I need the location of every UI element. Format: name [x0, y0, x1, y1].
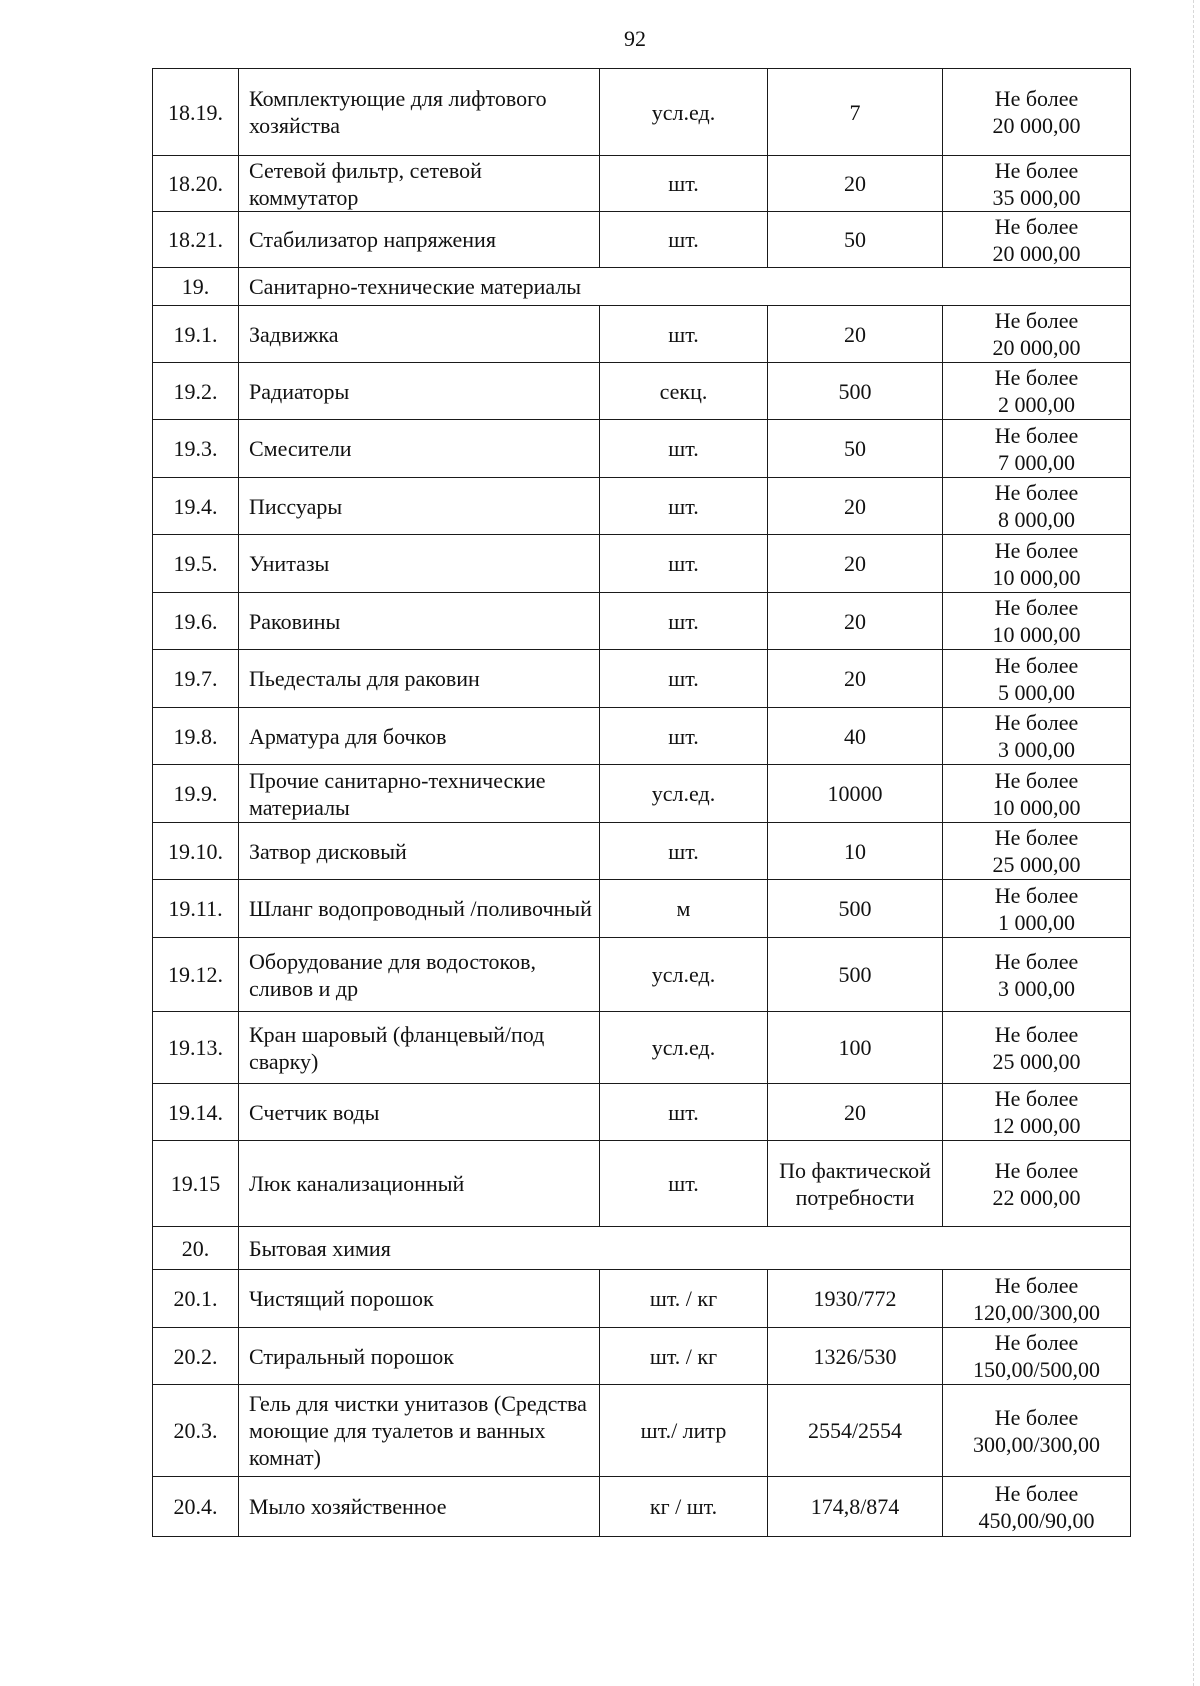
item-name: Стиральный порошок — [239, 1328, 600, 1385]
price-value: 150,00/500,00 — [972, 1357, 1101, 1382]
row-number: 20.4. — [153, 1477, 239, 1537]
price-value: 5 000,00 — [998, 679, 1075, 705]
item-price-limit — [943, 420, 1131, 478]
price-value: 25 000,00 — [992, 1048, 1081, 1074]
item-price-limit — [943, 1084, 1131, 1141]
price-prefix: Не более — [994, 308, 1079, 333]
table-row — [153, 535, 1131, 593]
item-name: Мыло хозяйственное — [239, 1477, 600, 1537]
section-row — [153, 1227, 1131, 1270]
price-value: 10 000,00 — [992, 622, 1081, 647]
table-row — [153, 765, 1131, 823]
item-name: Писсуары — [239, 478, 600, 535]
price-value: 20 000,00 — [992, 240, 1081, 266]
item-name: Люк канализационный — [239, 1141, 600, 1227]
row-number: 19.1. — [153, 306, 239, 363]
row-number: 20.3. — [153, 1385, 239, 1477]
row-number: 19.11. — [153, 880, 239, 938]
price-value: 12 000,00 — [992, 1113, 1081, 1138]
items-table-body — [153, 69, 1131, 1537]
table-row — [153, 156, 1131, 212]
price-prefix: Не более — [994, 1404, 1079, 1430]
row-number: 19.10. — [153, 823, 239, 880]
item-name: Радиаторы — [239, 363, 600, 420]
item-price-limit — [943, 363, 1131, 420]
item-unit: шт. — [600, 420, 768, 478]
row-number: 19.6. — [153, 593, 239, 650]
row-number: 19.3. — [153, 420, 239, 478]
row-number: 19.15 — [153, 1141, 239, 1227]
item-price-limit — [943, 212, 1131, 268]
item-quantity: 500 — [768, 938, 943, 1012]
row-number: 19.5. — [153, 535, 239, 593]
table-row — [153, 1084, 1131, 1141]
item-quantity: 20 — [768, 306, 943, 363]
price-prefix: Не более — [994, 537, 1079, 563]
item-name: Сетевой фильтр, сетевой коммутатор — [239, 156, 600, 212]
price-prefix: Не более — [994, 1086, 1079, 1111]
item-quantity: 100 — [768, 1012, 943, 1084]
item-name: Кран шаровый (фланцевый/под сварку) — [239, 1012, 600, 1084]
item-unit: шт. — [600, 1141, 768, 1227]
item-unit: усл.ед. — [600, 938, 768, 1012]
item-unit: шт. — [600, 593, 768, 650]
row-number: 19.2. — [153, 363, 239, 420]
price-prefix: Не более — [994, 595, 1079, 620]
row-number: 20. — [153, 1227, 239, 1270]
table-row — [153, 306, 1131, 363]
price-prefix: Не более — [994, 767, 1079, 793]
item-unit: секц. — [600, 363, 768, 420]
item-price-limit — [943, 765, 1131, 823]
item-name: Счетчик воды — [239, 1084, 600, 1141]
table-row — [153, 212, 1131, 268]
item-name: Задвижка — [239, 306, 600, 363]
price-prefix: Не более — [994, 1480, 1079, 1506]
section-row — [153, 268, 1131, 306]
item-unit: шт. — [600, 306, 768, 363]
item-quantity: 20 — [768, 478, 943, 535]
price-value: 120,00/300,00 — [972, 1299, 1101, 1325]
price-prefix: Не более — [994, 213, 1079, 239]
item-unit: шт. — [600, 156, 768, 212]
row-number: 18.21. — [153, 212, 239, 268]
table-row — [153, 708, 1131, 765]
item-name: Стабилизатор напряжения — [239, 212, 600, 268]
price-prefix: Не более — [994, 948, 1079, 974]
table-row — [153, 593, 1131, 650]
item-quantity: 10000 — [768, 765, 943, 823]
item-price-limit — [943, 880, 1131, 938]
row-number: 19.4. — [153, 478, 239, 535]
price-value: 2 000,00 — [998, 392, 1075, 417]
row-number: 19.9. — [153, 765, 239, 823]
price-prefix: Не более — [994, 480, 1079, 505]
items-table-wrapper — [152, 68, 1130, 1537]
item-unit: шт. — [600, 823, 768, 880]
item-name: Шланг водопроводный /поливочный — [239, 880, 600, 938]
item-unit: шт. / кг — [600, 1270, 768, 1328]
item-quantity: 20 — [768, 650, 943, 708]
item-price-limit — [943, 708, 1131, 765]
price-prefix: Не более — [994, 86, 1079, 111]
item-price-limit — [943, 69, 1131, 156]
item-name: Смесители — [239, 420, 600, 478]
item-quantity: По фактической потребности — [768, 1141, 943, 1227]
item-name: Арматура для бочков — [239, 708, 600, 765]
item-price-limit — [943, 823, 1131, 880]
item-quantity: 20 — [768, 593, 943, 650]
row-number: 19.7. — [153, 650, 239, 708]
table-row — [153, 1385, 1131, 1477]
item-quantity: 20 — [768, 156, 943, 212]
item-price-limit — [943, 938, 1131, 1012]
item-name: Чистящий порошок — [239, 1270, 600, 1328]
item-unit: шт. — [600, 1084, 768, 1141]
price-value: 1 000,00 — [998, 909, 1075, 935]
item-price-limit — [943, 1328, 1131, 1385]
table-row — [153, 1012, 1131, 1084]
scan-edge-line — [1193, 0, 1194, 1686]
item-quantity: 174,8/874 — [768, 1477, 943, 1537]
price-value: 35 000,00 — [992, 184, 1081, 210]
item-quantity: 500 — [768, 880, 943, 938]
item-price-limit — [943, 156, 1131, 212]
table-row — [153, 478, 1131, 535]
item-unit: шт. — [600, 535, 768, 593]
price-prefix: Не более — [994, 1157, 1079, 1183]
item-name: Оборудование для водостоков, сливов и др — [239, 938, 600, 1012]
item-quantity: 7 — [768, 69, 943, 156]
price-prefix: Не более — [994, 710, 1079, 735]
item-name: Прочие санитарно-технические материалы — [239, 765, 600, 823]
item-unit: шт. — [600, 212, 768, 268]
item-unit: усл.ед. — [600, 765, 768, 823]
item-quantity: 1930/772 — [768, 1270, 943, 1328]
item-quantity: 500 — [768, 363, 943, 420]
item-name: Гель для чистки унитазов (Средства моющие для туалетов и ванных комнат) — [239, 1385, 600, 1477]
table-row — [153, 650, 1131, 708]
item-price-limit — [943, 1477, 1131, 1537]
item-price-limit — [943, 1270, 1131, 1328]
row-number: 18.20. — [153, 156, 239, 212]
row-number: 19.8. — [153, 708, 239, 765]
item-price-limit — [943, 593, 1131, 650]
table-row — [153, 1141, 1131, 1227]
item-quantity: 10 — [768, 823, 943, 880]
item-unit: усл.ед. — [600, 69, 768, 156]
price-prefix: Не более — [994, 1272, 1079, 1298]
price-value: 3 000,00 — [998, 975, 1075, 1001]
table-row — [153, 1270, 1131, 1328]
table-row — [153, 363, 1131, 420]
price-prefix: Не более — [994, 882, 1079, 908]
table-row — [153, 69, 1131, 156]
item-name: Раковины — [239, 593, 600, 650]
item-name: Унитазы — [239, 535, 600, 593]
item-unit: кг / шт. — [600, 1477, 768, 1537]
row-number: 19.13. — [153, 1012, 239, 1084]
price-value: 7 000,00 — [998, 449, 1075, 475]
price-value: 300,00/300,00 — [972, 1431, 1101, 1457]
price-prefix: Не более — [994, 157, 1079, 183]
section-title: Санитарно-технические материалы — [239, 268, 1131, 306]
price-value: 20 000,00 — [992, 113, 1081, 138]
price-value: 22 000,00 — [992, 1184, 1081, 1210]
price-value: 3 000,00 — [998, 737, 1075, 762]
item-unit: усл.ед. — [600, 1012, 768, 1084]
price-prefix: Не более — [994, 1330, 1079, 1355]
item-price-limit — [943, 1385, 1131, 1477]
row-number: 19. — [153, 268, 239, 306]
price-value: 10 000,00 — [992, 794, 1081, 820]
item-price-limit — [943, 478, 1131, 535]
item-quantity: 1326/530 — [768, 1328, 943, 1385]
item-quantity: 20 — [768, 535, 943, 593]
price-value: 20 000,00 — [992, 335, 1081, 360]
item-price-limit — [943, 306, 1131, 363]
item-unit: шт. — [600, 650, 768, 708]
section-title: Бытовая химия — [239, 1227, 1131, 1270]
item-unit: шт. — [600, 478, 768, 535]
item-quantity: 40 — [768, 708, 943, 765]
item-unit: м — [600, 880, 768, 938]
price-prefix: Не более — [994, 652, 1079, 678]
row-number: 20.2. — [153, 1328, 239, 1385]
price-value: 10 000,00 — [992, 564, 1081, 590]
item-name: Комплектующие для лифтового хозяйства — [239, 69, 600, 156]
table-row — [153, 823, 1131, 880]
price-prefix: Не более — [994, 422, 1079, 448]
item-quantity: 50 — [768, 420, 943, 478]
item-price-limit — [943, 1141, 1131, 1227]
table-row — [153, 420, 1131, 478]
table-row — [153, 1328, 1131, 1385]
table-row — [153, 938, 1131, 1012]
row-number: 19.14. — [153, 1084, 239, 1141]
item-price-limit — [943, 650, 1131, 708]
item-price-limit — [943, 535, 1131, 593]
item-name: Затвор дисковый — [239, 823, 600, 880]
items-table — [152, 68, 1131, 1537]
price-value: 450,00/90,00 — [978, 1507, 1095, 1533]
table-row — [153, 1477, 1131, 1537]
price-prefix: Не более — [994, 825, 1079, 850]
price-value: 25 000,00 — [992, 852, 1081, 877]
price-prefix: Не более — [994, 1021, 1079, 1047]
item-quantity: 50 — [768, 212, 943, 268]
item-unit: шт. — [600, 708, 768, 765]
page-number: 92 — [624, 26, 646, 51]
item-unit: шт. / кг — [600, 1328, 768, 1385]
price-value: 8 000,00 — [998, 507, 1075, 532]
row-number: 19.12. — [153, 938, 239, 1012]
table-row — [153, 880, 1131, 938]
item-price-limit — [943, 1012, 1131, 1084]
item-quantity: 20 — [768, 1084, 943, 1141]
item-quantity: 2554/2554 — [768, 1385, 943, 1477]
item-name: Пьедесталы для раковин — [239, 650, 600, 708]
row-number: 20.1. — [153, 1270, 239, 1328]
item-unit: шт./ литр — [600, 1385, 768, 1477]
price-prefix: Не более — [994, 365, 1079, 390]
row-number: 18.19. — [153, 69, 239, 156]
